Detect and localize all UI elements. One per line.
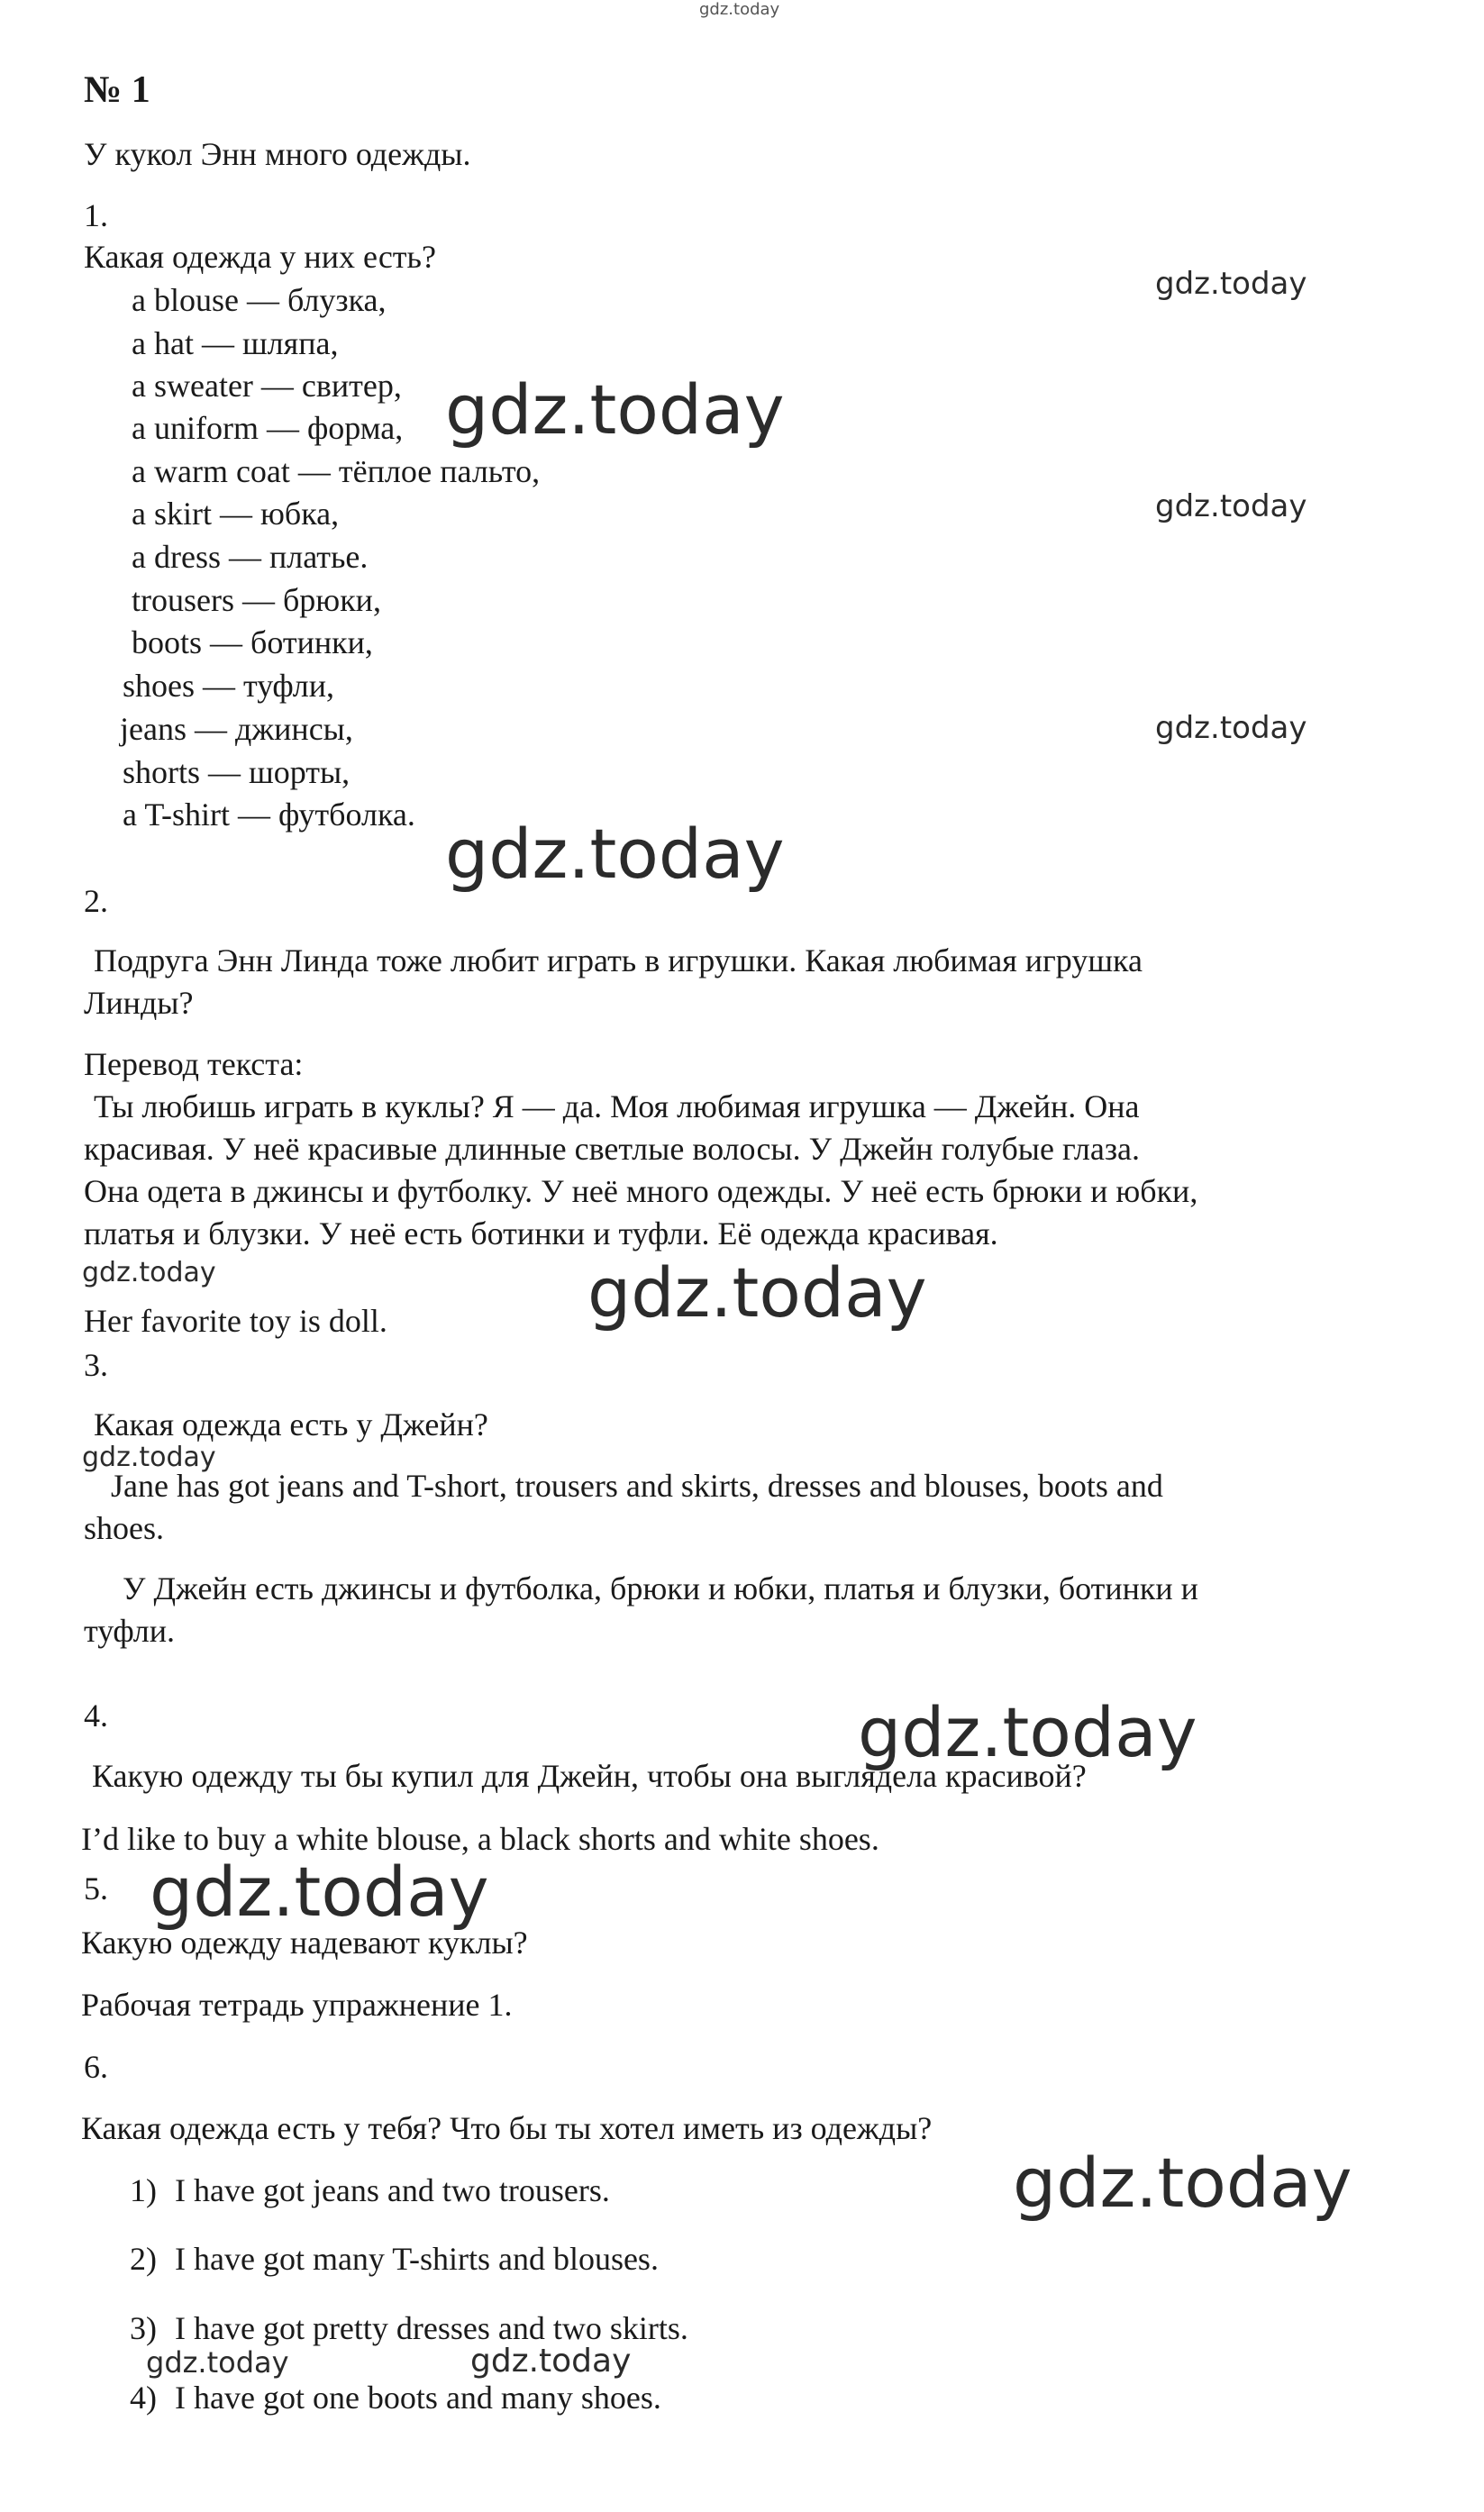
ex1-item: a T-shirt — футболка. — [123, 796, 415, 833]
ex2-translation-label: Перевод текста: — [84, 1046, 304, 1082]
ex6-answer-text: I have got one boots and many shoes. — [175, 2380, 661, 2416]
ex6-answer-number: 4) — [130, 2380, 157, 2416]
ex1-item: a skirt — юбка, — [132, 496, 340, 532]
ex5-question: Какую одежду надевают куклы? — [81, 1925, 528, 1961]
watermark: gdz.today — [150, 1852, 489, 1932]
ex1-item: a warm coat — тёплое пальто, — [132, 453, 541, 489]
ex3-answer-ru-line1: У Джейн есть джинсы и футболка, брюки и юбки, платья и блузки, ботинки и — [123, 1570, 1198, 1606]
ex5-answer: Рабочая тетрадь упражнение 1. — [81, 1987, 513, 2023]
ex1-item: a hat — шляпа, — [132, 325, 339, 361]
ex5-number: 5. — [84, 1870, 108, 1907]
ex3-number: 3. — [84, 1347, 108, 1383]
ex1-item: a dress — платье. — [132, 539, 369, 575]
ex2-translation-line: Ты любишь играть в куклы? Я — да. Моя любимая игрушка — Джейн. Она — [94, 1088, 1140, 1124]
intro-text: У кукол Энн много одежды. — [84, 136, 471, 172]
ex6-answer-text: I have got pretty dresses and two skirts. — [175, 2310, 688, 2346]
ex2-question-line1: Подруга Энн Линда тоже любит играть в игрушки. Какая любимая игрушка — [94, 942, 1143, 978]
watermark: gdz.today — [587, 1252, 927, 1333]
watermark: gdz.today — [470, 2343, 632, 2380]
ex1-item: a blouse — блузка, — [132, 282, 387, 318]
ex1-item: boots — ботинки, — [132, 624, 373, 660]
ex2-translation-line: Она одета в джинсы и футболку. У неё много одежды. У неё есть брюки и юбки, — [84, 1173, 1198, 1209]
watermark: gdz.today — [82, 1257, 216, 1288]
ex3-answer-ru-line2: туфли. — [84, 1613, 176, 1649]
ex4-number: 4. — [84, 1697, 108, 1734]
ex6-question: Какая одежда есть у тебя? Что бы ты хотел иметь из одежды? — [81, 2110, 933, 2146]
ex2-answer: Her favorite toy is doll. — [84, 1303, 387, 1339]
ex6-answer-text: I have got many T-shirts and blouses. — [175, 2241, 659, 2277]
ex6-answer-number: 3) — [130, 2310, 157, 2346]
watermark: gdz.today — [445, 814, 785, 894]
page-title: № 1 — [84, 69, 150, 111]
watermark: gdz.today — [146, 2345, 289, 2380]
watermark: gdz.today — [1013, 2143, 1352, 2223]
watermark: gdz.today — [1155, 710, 1307, 746]
ex3-answer-en-line1: Jane has got jeans and T-short, trousers and skirts, dresses and blouses, boots and — [111, 1468, 1163, 1504]
ex2-number: 2. — [84, 883, 108, 919]
ex2-question-line2: Линды? — [84, 985, 194, 1021]
ex1-item: a sweater — свитер, — [132, 368, 402, 404]
ex3-answer-en-line2: shoes. — [84, 1510, 164, 1546]
watermark: gdz.today — [82, 1442, 216, 1473]
watermark-top: gdz.today — [699, 0, 780, 19]
ex4-answer: I’d like to buy a white blouse, a black shorts and white shoes. — [81, 1821, 879, 1857]
ex1-item: trousers — брюки, — [132, 582, 381, 618]
watermark: gdz.today — [1155, 266, 1307, 302]
ex1-number: 1. — [84, 197, 108, 233]
ex4-question: Какую одежду ты бы купил для Джейн, чтобы она выглядела красивой? — [92, 1758, 1087, 1794]
ex6-answer-number: 1) — [130, 2172, 157, 2208]
watermark: gdz.today — [858, 1692, 1197, 1772]
ex6-answer-number: 2) — [130, 2241, 157, 2277]
ex1-question: Какая одежда у них есть? — [84, 239, 436, 275]
ex6-answer-text: I have got jeans and two trousers. — [175, 2172, 610, 2208]
watermark: gdz.today — [1155, 488, 1307, 524]
ex1-item: jeans — джинсы, — [120, 711, 353, 747]
ex1-item: a uniform — форма, — [132, 410, 404, 446]
watermark: gdz.today — [445, 369, 785, 450]
ex1-item: shoes — туфли, — [123, 668, 335, 704]
ex6-number: 6. — [84, 2049, 108, 2085]
ex2-translation-line: платья и блузки. У неё есть ботинки и туфли. Её одежда красивая. — [84, 1215, 998, 1251]
ex2-translation-line: красивая. У неё красивые длинные светлые волосы. У Джейн голубые глаза. — [84, 1131, 1141, 1167]
ex3-question: Какая одежда есть у Джейн? — [94, 1406, 488, 1443]
ex1-item: shorts — шорты, — [123, 754, 351, 790]
